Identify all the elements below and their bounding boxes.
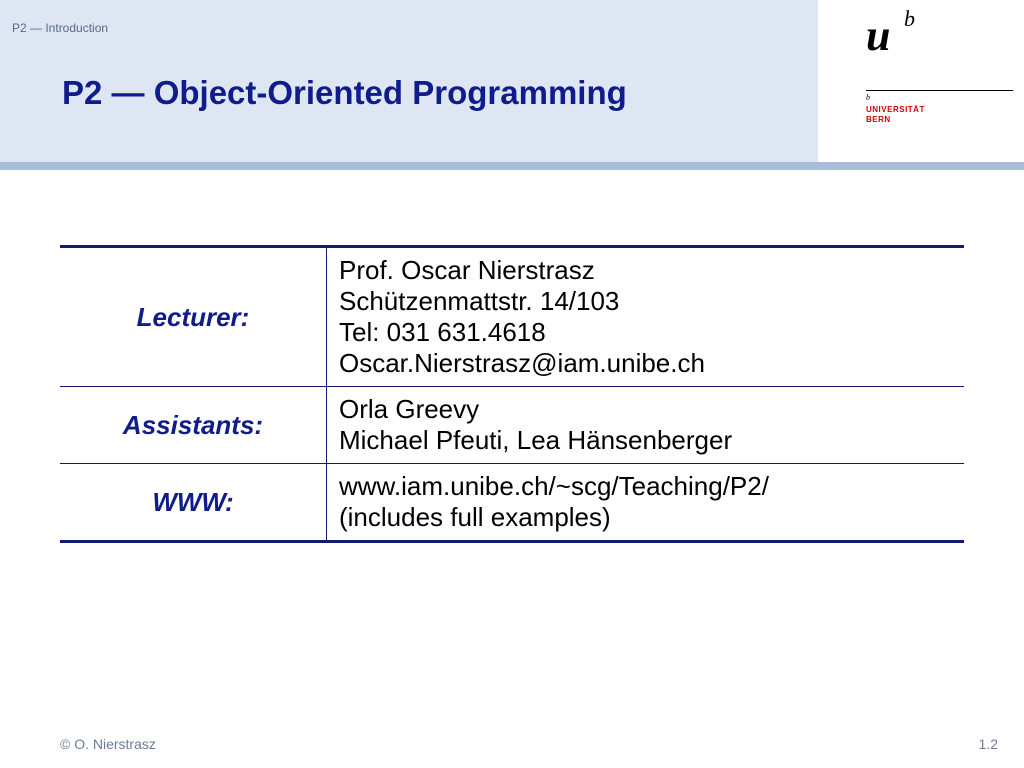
lecturer-address: Schützenmattstr. 14/103: [339, 286, 620, 316]
row-label: WWW:: [60, 464, 327, 542]
table-row-lecturer: [60, 247, 964, 387]
row-value: [327, 464, 965, 542]
logo-b-small: b: [866, 93, 870, 102]
course-info-table: [60, 245, 964, 543]
lecturer-phone: Tel: 031 631.4618: [339, 317, 546, 347]
logo-b-glyph: b: [904, 6, 915, 31]
logo-u-glyph: u: [866, 11, 891, 60]
breadcrumb: P2 — Introduction: [12, 21, 109, 35]
assistant-line: Michael Pfeuti, Lea Hänsenberger: [339, 425, 733, 455]
lecturer-email: Oscar.Nierstrasz@iam.unibe.ch: [339, 348, 705, 378]
row-value: [327, 387, 965, 464]
university-logo: [818, 0, 1024, 162]
table-row-www: [60, 464, 964, 542]
logo-wordmark: [866, 105, 925, 125]
lecturer-name: Prof. Oscar Nierstrasz: [339, 255, 595, 285]
row-value: [327, 247, 965, 387]
course-url: www.iam.unibe.ch/~scg/Teaching/P2/: [339, 471, 769, 501]
header-divider: [0, 162, 1024, 170]
row-label: Assistants:: [60, 387, 327, 464]
slide-header: [0, 0, 818, 162]
row-label: Lecturer:: [60, 247, 327, 387]
page-number: 1.2: [978, 736, 998, 752]
logo-rule: [866, 90, 1013, 91]
slide-title: P2 — Object-Oriented Programming: [62, 74, 627, 111]
logo-wordmark-line1: UNIVERSITÄT: [866, 105, 925, 114]
logo-wordmark-line2: BERN: [866, 115, 891, 124]
assistant-line: Orla Greevy: [339, 394, 480, 424]
table-row-assistants: [60, 387, 964, 464]
footer-copyright: © O. Nierstrasz: [60, 736, 156, 752]
url-note: (includes full examples): [339, 502, 611, 532]
